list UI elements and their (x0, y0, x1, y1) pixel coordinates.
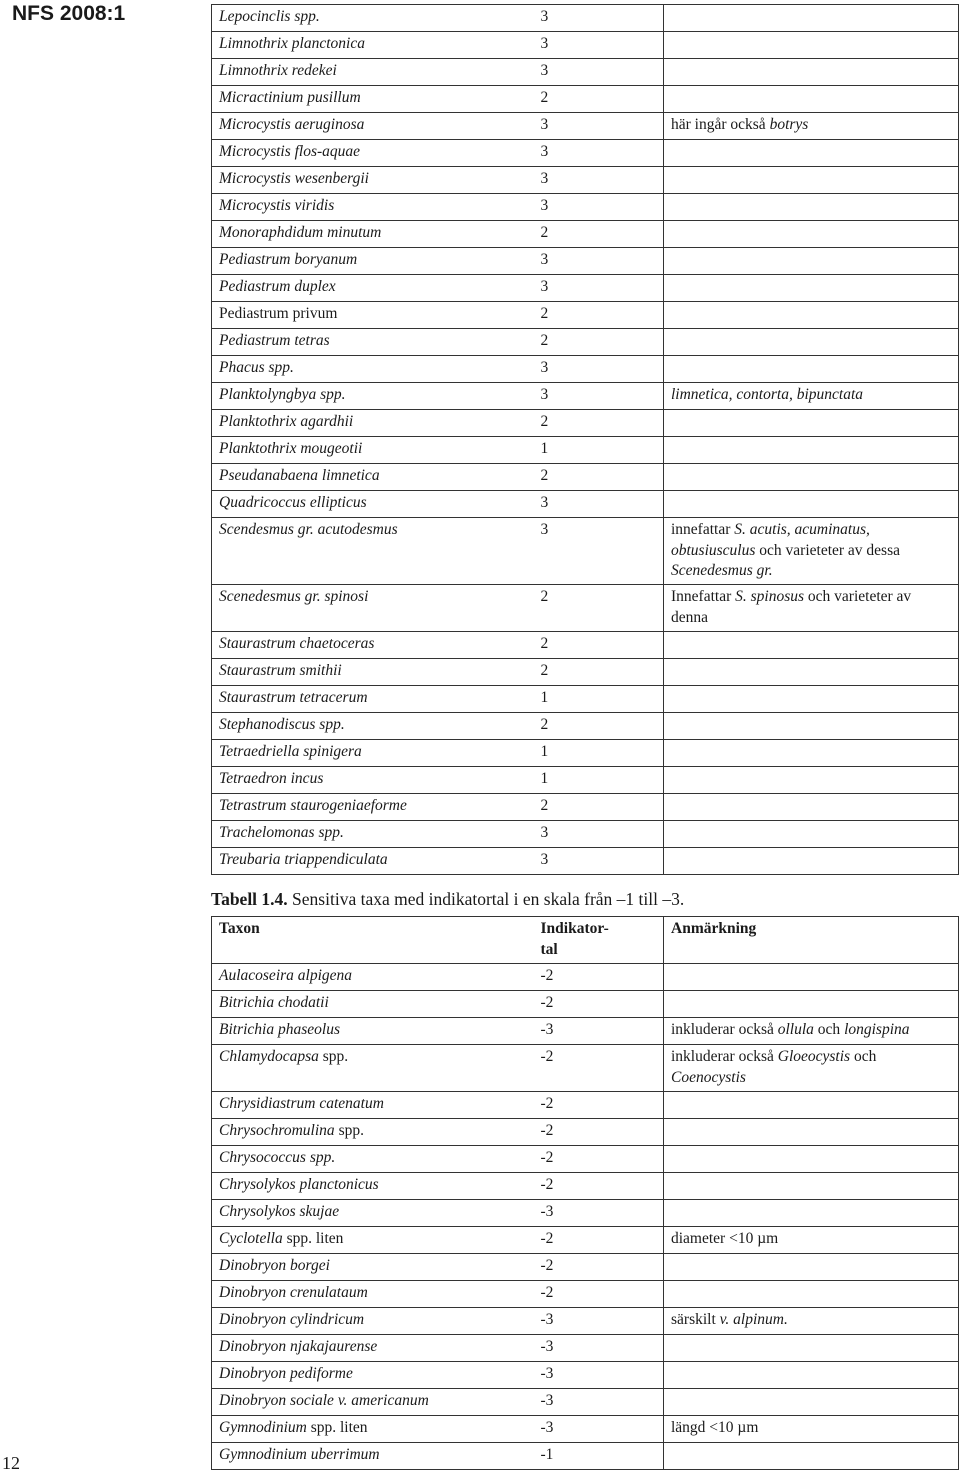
taxon-cell: Microcystis wesenbergii (212, 167, 537, 194)
taxon-cell: Microcystis aeruginosa (212, 113, 537, 140)
indicator-value-cell: -2 (537, 1045, 664, 1092)
taxon-cell: Tetraedron incus (212, 767, 537, 794)
table-row (212, 632, 959, 659)
remark-cell (664, 686, 959, 713)
indicator-value-cell: 2 (537, 302, 664, 329)
taxon-cell: Planktothrix agardhii (212, 410, 537, 437)
indicator-value-cell: 3 (537, 5, 664, 32)
taxon-cell: Pediastrum boryanum (212, 248, 537, 275)
taxon-cell: Lepocinclis spp. (212, 5, 537, 32)
table-row (212, 1362, 959, 1389)
table-row (212, 329, 959, 356)
remark-cell (664, 140, 959, 167)
table-row (212, 383, 959, 410)
remark-cell (664, 1335, 959, 1362)
indicator-value-cell: -2 (537, 991, 664, 1018)
taxon-cell: Micractinium pusillum (212, 86, 537, 113)
taxon-cell: Pseudanabaena limnetica (212, 464, 537, 491)
remark-cell (664, 1443, 959, 1470)
remark-cell (664, 356, 959, 383)
table-row (212, 1045, 959, 1092)
indicator-value-cell: 3 (537, 275, 664, 302)
taxon-cell: Staurastrum tetracerum (212, 686, 537, 713)
indicator-value-cell: -2 (537, 1227, 664, 1254)
indicator-value-cell: -3 (537, 1416, 664, 1443)
header-indicator: Indikator- tal (537, 917, 664, 964)
table-row (212, 686, 959, 713)
remark-cell (664, 248, 959, 275)
taxon-cell: Chrysolykos planctonicus (212, 1173, 537, 1200)
table-row (212, 194, 959, 221)
taxon-cell: Treubaria triappendiculata (212, 848, 537, 875)
table-row (212, 464, 959, 491)
indicator-value-cell: 3 (537, 383, 664, 410)
taxon-cell: Planktolyngbya spp. (212, 383, 537, 410)
table-row (212, 1389, 959, 1416)
indicator-value-cell: 2 (537, 659, 664, 686)
indicator-value-cell: 1 (537, 686, 664, 713)
remark-cell (664, 464, 959, 491)
taxon-cell: Dinobryon sociale v. americanum (212, 1389, 537, 1416)
taxon-cell: Chlamydocapsa spp. (212, 1045, 537, 1092)
indicator-value-cell: -2 (537, 1119, 664, 1146)
remark-cell (664, 329, 959, 356)
taxon-cell: Dinobryon crenulataum (212, 1281, 537, 1308)
indicator-value-cell: -3 (537, 1335, 664, 1362)
caption-number: Tabell 1.4. (211, 889, 288, 909)
table-caption (211, 889, 684, 910)
indicator-value-cell: 2 (537, 713, 664, 740)
taxon-cell: Staurastrum smithii (212, 659, 537, 686)
table-row (212, 1119, 959, 1146)
indicator-table-1 (211, 4, 959, 875)
taxon-cell: Scenedesmus gr. spinosi (212, 585, 537, 632)
table-row (212, 32, 959, 59)
remark-cell (664, 1200, 959, 1227)
indicator-value-cell: 1 (537, 437, 664, 464)
taxon-cell: Limnothrix planctonica (212, 32, 537, 59)
remark-cell (664, 437, 959, 464)
indicator-value-cell: 3 (537, 59, 664, 86)
taxon-cell: Stephanodiscus spp. (212, 713, 537, 740)
indicator-value-cell: 3 (537, 848, 664, 875)
indicator-value-cell: 3 (537, 113, 664, 140)
indicator-value-cell: 2 (537, 794, 664, 821)
header-remark: Anmärkning (664, 917, 959, 964)
remark-cell (664, 194, 959, 221)
taxon-cell: Limnothrix redekei (212, 59, 537, 86)
table-row (212, 356, 959, 383)
table-row (212, 1146, 959, 1173)
taxon-cell: Pediastrum privum (212, 302, 537, 329)
remark-cell: limnetica, contorta, bipunctata (664, 383, 959, 410)
indicator-value-cell: -3 (537, 1018, 664, 1045)
indicator-value-cell: -2 (537, 1092, 664, 1119)
indicator-value-cell: -3 (537, 1362, 664, 1389)
indicator-value-cell: 2 (537, 632, 664, 659)
remark-cell (664, 767, 959, 794)
remark-cell (664, 740, 959, 767)
indicator-value-cell: -2 (537, 964, 664, 991)
taxon-cell: Pediastrum tetras (212, 329, 537, 356)
remark-cell (664, 848, 959, 875)
indicator-value-cell: -2 (537, 1254, 664, 1281)
remark-cell (664, 1146, 959, 1173)
taxon-cell: Gymnodinium spp. liten (212, 1416, 537, 1443)
table-row (212, 491, 959, 518)
table-row (212, 585, 959, 632)
table-row (212, 794, 959, 821)
indicator-value-cell: -3 (537, 1200, 664, 1227)
indicator-value-cell: 2 (537, 585, 664, 632)
remark-cell: inkluderar också Gloeocystis och Coenocystis (664, 1045, 959, 1092)
table-row (212, 167, 959, 194)
remark-cell: här ingår också botrys (664, 113, 959, 140)
remark-cell: diameter <10 µm (664, 1227, 959, 1254)
remark-cell: Innefattar S. spinosus och varieteter av denna (664, 585, 959, 632)
taxon-cell: Aulacoseira alpigena (212, 964, 537, 991)
remark-cell (664, 1389, 959, 1416)
table-row (212, 1227, 959, 1254)
remark-cell (664, 1281, 959, 1308)
page-number: 12 (2, 1453, 20, 1473)
indicator-value-cell: 3 (537, 167, 664, 194)
taxon-cell: Microcystis flos-aquae (212, 140, 537, 167)
indicator-value-cell: 1 (537, 767, 664, 794)
table-row (212, 1281, 959, 1308)
remark-cell (664, 821, 959, 848)
remark-cell: inkluderar också ollula och longispina (664, 1018, 959, 1045)
table-row (212, 1335, 959, 1362)
indicator-value-cell: -3 (537, 1389, 664, 1416)
indicator-value-cell: 2 (537, 329, 664, 356)
indicator-value-cell: 3 (537, 356, 664, 383)
remark-cell (664, 964, 959, 991)
remark-cell (664, 275, 959, 302)
table-row (212, 221, 959, 248)
table-row (212, 1200, 959, 1227)
taxon-cell: Microcystis viridis (212, 194, 537, 221)
remark-cell (664, 32, 959, 59)
taxon-cell: Bitrichia chodatii (212, 991, 537, 1018)
taxon-cell: Planktothrix mougeotii (212, 437, 537, 464)
document-header-label: NFS 2008:1 (12, 2, 126, 25)
table-row (212, 410, 959, 437)
taxon-cell: Chrysochromulina spp. (212, 1119, 537, 1146)
table-row (212, 1443, 959, 1470)
remark-cell: längd <10 µm (664, 1416, 959, 1443)
table-row (212, 1416, 959, 1443)
table-row (212, 113, 959, 140)
remark-cell (664, 491, 959, 518)
taxon-cell: Quadricoccus ellipticus (212, 491, 537, 518)
remark-cell (664, 1254, 959, 1281)
remark-cell (664, 713, 959, 740)
taxon-cell: Monoraphdidum minutum (212, 221, 537, 248)
table-row (212, 767, 959, 794)
taxon-cell: Chrysolykos skujae (212, 1200, 537, 1227)
indicator-value-cell: 2 (537, 86, 664, 113)
remark-cell (664, 410, 959, 437)
indicator-value-cell: 3 (537, 518, 664, 585)
remark-cell: särskilt v. alpinum. (664, 1308, 959, 1335)
table-row (212, 991, 959, 1018)
indicator-value-cell: -2 (537, 1173, 664, 1200)
remark-cell (664, 659, 959, 686)
indicator-value-cell: 3 (537, 32, 664, 59)
remark-cell (664, 167, 959, 194)
taxon-cell: Dinobryon pediforme (212, 1362, 537, 1389)
indicator-value-cell: -3 (537, 1308, 664, 1335)
remark-cell (664, 1362, 959, 1389)
taxon-cell: Gymnodinium uberrimum (212, 1443, 537, 1470)
indicator-value-cell: -2 (537, 1281, 664, 1308)
remark-cell (664, 1092, 959, 1119)
taxon-cell: Scendesmus gr. acutodesmus (212, 518, 537, 585)
table-row (212, 740, 959, 767)
indicator-value-cell: 3 (537, 821, 664, 848)
remark-cell (664, 86, 959, 113)
taxon-cell: Pediastrum duplex (212, 275, 537, 302)
taxon-cell: Staurastrum chaetoceras (212, 632, 537, 659)
table-row (212, 659, 959, 686)
indicator-value-cell: 3 (537, 491, 664, 518)
taxon-cell: Chrysococcus spp. (212, 1146, 537, 1173)
taxon-cell: Bitrichia phaseolus (212, 1018, 537, 1045)
taxon-cell: Dinobryon borgei (212, 1254, 537, 1281)
table-row (212, 140, 959, 167)
indicator-value-cell: 3 (537, 194, 664, 221)
table-row (212, 302, 959, 329)
table-row (212, 821, 959, 848)
remark-cell (664, 5, 959, 32)
remark-cell (664, 1173, 959, 1200)
indicator-value-cell: -2 (537, 1146, 664, 1173)
indicator-value-cell: 2 (537, 221, 664, 248)
sensitive-taxa-table (211, 916, 959, 1470)
taxon-cell: Tetraedriella spinigera (212, 740, 537, 767)
table-row (212, 275, 959, 302)
indicator-value-cell: 3 (537, 140, 664, 167)
taxon-cell: Trachelomonas spp. (212, 821, 537, 848)
table-row (212, 86, 959, 113)
table-row (212, 1254, 959, 1281)
remark-cell (664, 794, 959, 821)
caption-text: Sensitiva taxa med indikatortal i en skala från –1 till –3. (287, 889, 685, 909)
table-row (212, 518, 959, 585)
remark-cell: innefattar S. acutis, acuminatus, obtusiusculus och varieteter av dessa Scenedesmus gr. (664, 518, 959, 585)
table-row (212, 1173, 959, 1200)
remark-cell (664, 991, 959, 1018)
table-row (212, 1308, 959, 1335)
table-header-row (212, 917, 959, 964)
table-row (212, 248, 959, 275)
remark-cell (664, 632, 959, 659)
taxon-cell: Dinobryon cylindricum (212, 1308, 537, 1335)
table-row (212, 713, 959, 740)
taxon-cell: Tetrastrum staurogeniaeforme (212, 794, 537, 821)
table-row (212, 1018, 959, 1045)
indicator-value-cell: 2 (537, 464, 664, 491)
table-row (212, 964, 959, 991)
remark-cell (664, 1119, 959, 1146)
indicator-value-cell: 1 (537, 740, 664, 767)
indicator-value-cell: 2 (537, 410, 664, 437)
indicator-value-cell: -1 (537, 1443, 664, 1470)
table-row (212, 848, 959, 875)
table-row (212, 1092, 959, 1119)
table-row (212, 59, 959, 86)
remark-cell (664, 59, 959, 86)
taxon-cell: Chrysidiastrum catenatum (212, 1092, 537, 1119)
table-row (212, 437, 959, 464)
header-taxon: Taxon (212, 917, 537, 964)
taxon-cell: Dinobryon njakajaurense (212, 1335, 537, 1362)
taxon-cell: Cyclotella spp. liten (212, 1227, 537, 1254)
remark-cell (664, 221, 959, 248)
remark-cell (664, 302, 959, 329)
indicator-value-cell: 3 (537, 248, 664, 275)
table-row (212, 5, 959, 32)
taxon-cell: Phacus spp. (212, 356, 537, 383)
